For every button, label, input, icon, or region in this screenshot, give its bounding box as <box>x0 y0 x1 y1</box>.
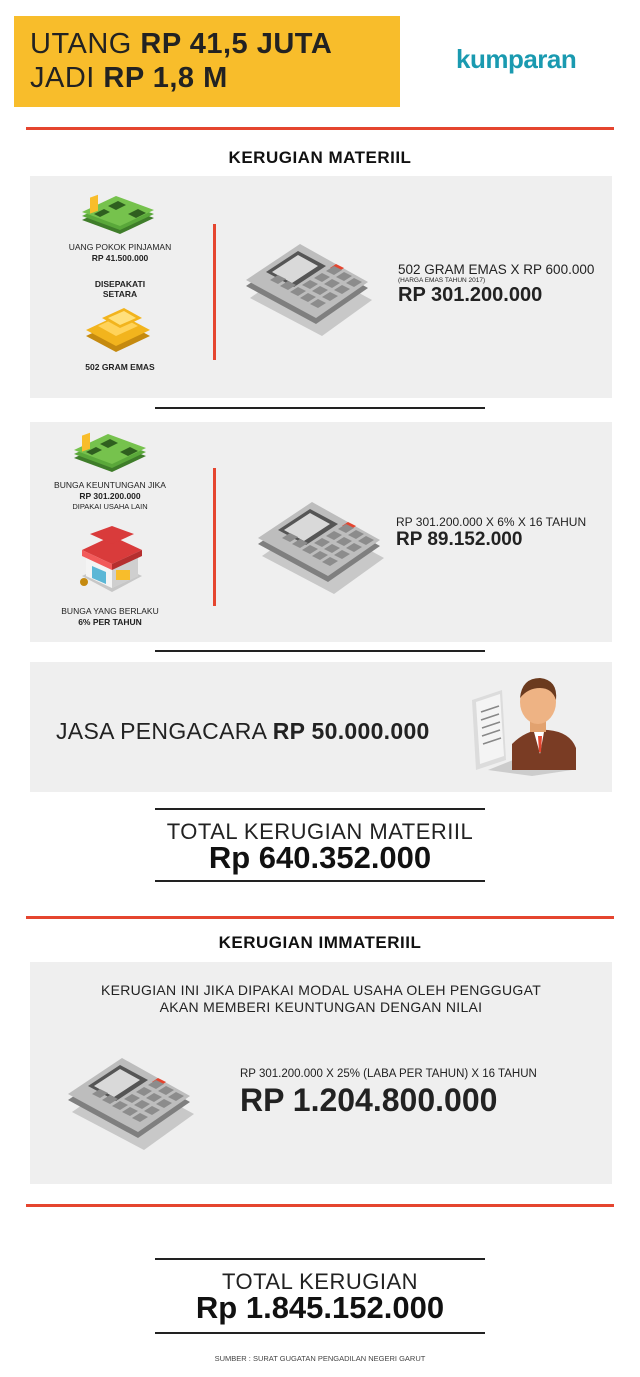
value-uang-pokok: RP 41.500.000 <box>91 253 149 263</box>
divider-dark <box>155 808 485 810</box>
divider-dark <box>155 407 485 409</box>
vertical-divider <box>213 468 216 606</box>
divider-dark <box>155 1332 485 1334</box>
shop-icon <box>76 526 148 598</box>
materiil-panel-3 <box>30 662 612 792</box>
source-note: SUMBER : SURAT GUGATAN PENGADILAN NEGERI GARUT <box>214 1354 426 1363</box>
calculator-icon <box>64 1054 198 1154</box>
immateriil-panel <box>30 962 612 1184</box>
materiil-panel-1 <box>30 176 612 398</box>
divider-red <box>26 916 614 919</box>
immateriil-desc-2: AKAN MEMBERI KEUNTUNGAN DENGAN NILAI <box>159 999 483 1015</box>
lawyer-icon <box>468 674 580 776</box>
divider-red <box>26 1204 614 1207</box>
divider-dark <box>155 650 485 652</box>
total-materiil-label: TOTAL KERUGIAN MATERIIL <box>166 819 474 844</box>
calculator-icon <box>242 240 376 340</box>
value-bunga-berlaku: 6% PER TAHUN <box>78 617 142 627</box>
materiil-panel-2 <box>30 422 612 642</box>
divider-dark <box>155 1258 485 1260</box>
money-stack-icon <box>78 194 158 238</box>
result-emas: RP 301.200.000 <box>398 284 543 306</box>
kumparan-logo[interactable]: kumparan <box>456 44 577 74</box>
immateriil-desc-1: KERUGIAN INI JIKA DIPAKAI MODAL USAHA OLEH PENGGUGAT <box>100 982 542 998</box>
result-bunga: RP 89.152.000 <box>396 529 523 550</box>
grand-total-label: TOTAL KERUGIAN <box>221 1269 419 1294</box>
label-uang-pokok: UANG POKOK PINJAMAN <box>68 242 172 252</box>
formula-bunga: RP 301.200.000 X 6% X 16 TAHUN <box>396 515 587 529</box>
section-title-materiil: KERUGIAN MATERIIL <box>228 148 412 167</box>
vertical-divider <box>213 224 216 360</box>
immateriil-result: RP 1.204.800.000 <box>240 1082 498 1118</box>
label-dipakai-usaha: DIPAKAI USAHA LAIN <box>72 502 148 511</box>
immateriil-formula: RP 301.200.000 X 25% (LABA PER TAHUN) X 16 TAHUN <box>240 1068 537 1080</box>
divider-dark <box>155 880 485 882</box>
calculator-icon <box>254 498 388 598</box>
note-harga-emas: (HARGA EMAS TAHUN 2017) <box>398 277 486 284</box>
gold-bars-icon <box>80 306 156 356</box>
label-gram-emas: 502 GRAM EMAS <box>85 362 155 372</box>
label-bunga-keuntungan: BUNGA KEUNTUNGAN JIKA <box>54 480 166 490</box>
value-bunga-keuntungan: RP 301.200.000 <box>79 491 141 501</box>
label-disepakati: DISEPAKATI <box>94 279 146 289</box>
money-stack-icon <box>70 432 150 476</box>
title-line-1: UTANG RP 41,5 JUTA <box>30 28 333 60</box>
total-materiil-value: Rp 640.352.000 <box>208 840 432 875</box>
label-bunga-berlaku: BUNGA YANG BERLAKU <box>61 606 159 616</box>
formula-emas: 502 GRAM EMAS X RP 600.000 <box>398 262 595 277</box>
grand-total-value: Rp 1.845.152.000 <box>195 1290 445 1325</box>
title-line-2: JADI RP 1,8 M <box>30 62 228 94</box>
divider-red <box>26 127 614 130</box>
jasa-pengacara: JASA PENGACARA RP 50.000.000 <box>56 718 430 744</box>
label-setara: SETARA <box>102 289 138 299</box>
section-title-immateriil: KERUGIAN IMMATERIIL <box>218 933 422 952</box>
title-banner <box>14 16 400 107</box>
